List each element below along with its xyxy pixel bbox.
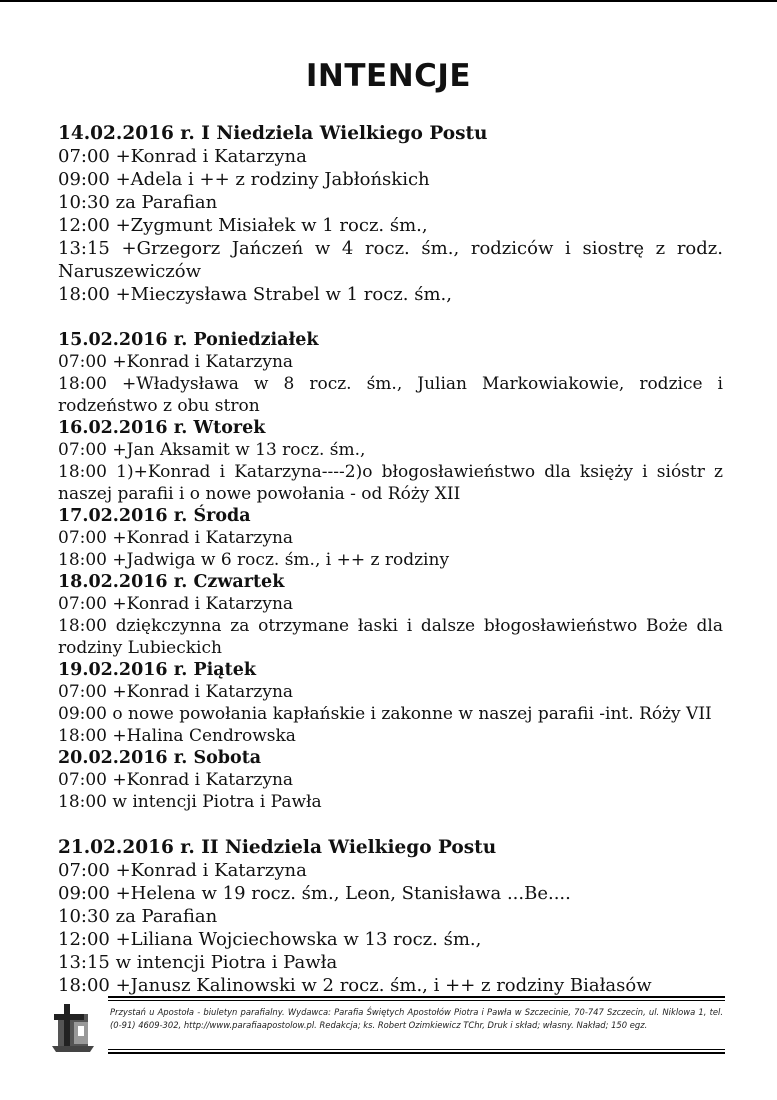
mass-entry: 18:00 +Jadwiga w 6 rocz. śm., i ++ z rodziny	[58, 550, 450, 570]
mass-entry: 12:00 +Zygmunt Misiałek w 1 rocz. śm.,	[58, 215, 428, 236]
footer-text: Przystań u Apostoła - biuletyn parafialny. Wydawca: Parafia Świętych Apostołów Piotra i Pawła w Szczecinie, 70-747 Szczecin, ul. Niklowa 1, tel. (0-91) 4609-302, http://www.parafiaapostolow.pl. Redakcja; ks. Robert Ozimkiewicz TChr, Druk i skład; własny. Nakład; 150 egz.	[110, 1007, 723, 1030]
mass-entry: 07:00 +Konrad i Katarzyna	[58, 770, 294, 790]
footer	[50, 996, 725, 1058]
mass-entry: 18:00 +Mieczysława Strabel w 1 rocz. śm.,	[58, 284, 452, 305]
day-section	[58, 122, 723, 306]
mass-entry: 07:00 +Konrad i Katarzyna	[58, 528, 294, 548]
day-heading: 14.02.2016 r. I Niedziela Wielkiego Postu	[58, 123, 488, 144]
day-section	[58, 659, 723, 747]
footer-top-divider	[108, 996, 725, 1003]
mass-entry: 07:00 +Konrad i Katarzyna	[58, 146, 307, 167]
mass-entry: 09:00 o nowe powołania kapłańskie i zakonne w naszej parafii -int. Róży VII	[58, 704, 712, 724]
mass-entry: 10:30 za Parafian	[58, 906, 218, 927]
mass-entry: 13:15 w intencji Piotra i Pawła	[58, 952, 338, 973]
day-section	[58, 417, 723, 505]
day-heading: 17.02.2016 r. Środa	[58, 506, 251, 526]
mass-entry: 07:00 +Konrad i Katarzyna	[58, 860, 307, 881]
mass-entry: 18:00 +Władysława w 8 rocz. śm., Julian Markowiakowie, rodzice i rodzeństwo z obu stron	[58, 374, 723, 416]
top-border	[0, 0, 777, 2]
mass-entry: 10:30 za Parafian	[58, 192, 218, 213]
day-section	[58, 505, 723, 571]
day-heading: 20.02.2016 r. Sobota	[58, 748, 262, 768]
day-heading: 15.02.2016 r. Poniedziałek	[58, 330, 319, 350]
mass-entry: 07:00 +Konrad i Katarzyna	[58, 682, 294, 702]
mass-entry: 07:00 +Konrad i Katarzyna	[58, 352, 294, 372]
day-section	[58, 747, 723, 813]
mass-entry: 07:00 +Konrad i Katarzyna	[58, 594, 294, 614]
mass-entry: 18:00 +Janusz Kalinowski w 2 rocz. śm., i ++ z rodziny Białasów	[58, 975, 652, 996]
mass-entry: 12:00 +Liliana Wojciechowska w 13 rocz. śm.,	[58, 929, 482, 950]
footer-bottom-divider	[108, 1049, 725, 1056]
day-section	[58, 836, 723, 997]
page-title: INTENCJE	[305, 58, 472, 94]
day-heading: 19.02.2016 r. Piątek	[58, 660, 256, 680]
day-heading: 16.02.2016 r. Wtorek	[58, 418, 266, 438]
mass-entry: 18:00 w intencji Piotra i Pawła	[58, 792, 322, 812]
day-heading: 21.02.2016 r. II Niedziela Wielkiego Postu	[58, 837, 497, 858]
day-section	[58, 329, 723, 417]
day-section	[58, 571, 723, 659]
mass-entry: 09:00 +Adela i ++ z rodziny Jabłońskich	[58, 169, 430, 190]
mass-entry: 13:15 +Grzegorz Jańczeń w 4 rocz. śm., rodziców i siostrę z rodz. Naruszewiczów	[58, 238, 723, 282]
mass-entry: 09:00 +Helena w 19 rocz. śm., Leon, Stanisława ...Be....	[58, 883, 571, 904]
intentions-list	[58, 122, 723, 997]
mass-entry: 18:00 +Halina Cendrowska	[58, 726, 296, 746]
day-heading: 18.02.2016 r. Czwartek	[58, 572, 285, 592]
church-logo-icon	[50, 1000, 96, 1054]
mass-entry: 18:00 dziękczynna za otrzymane łaski i dalsze błogosławieństwo Boże dla rodziny Lubieckich	[58, 616, 723, 658]
mass-entry: 07:00 +Jan Aksamit w 13 rocz. śm.,	[58, 440, 366, 460]
mass-entry: 18:00 1)+Konrad i Katarzyna----2)o błogosławieństwo dla księży i sióstr z naszej parafii i o nowe powołania - od Róży XII	[58, 462, 723, 504]
